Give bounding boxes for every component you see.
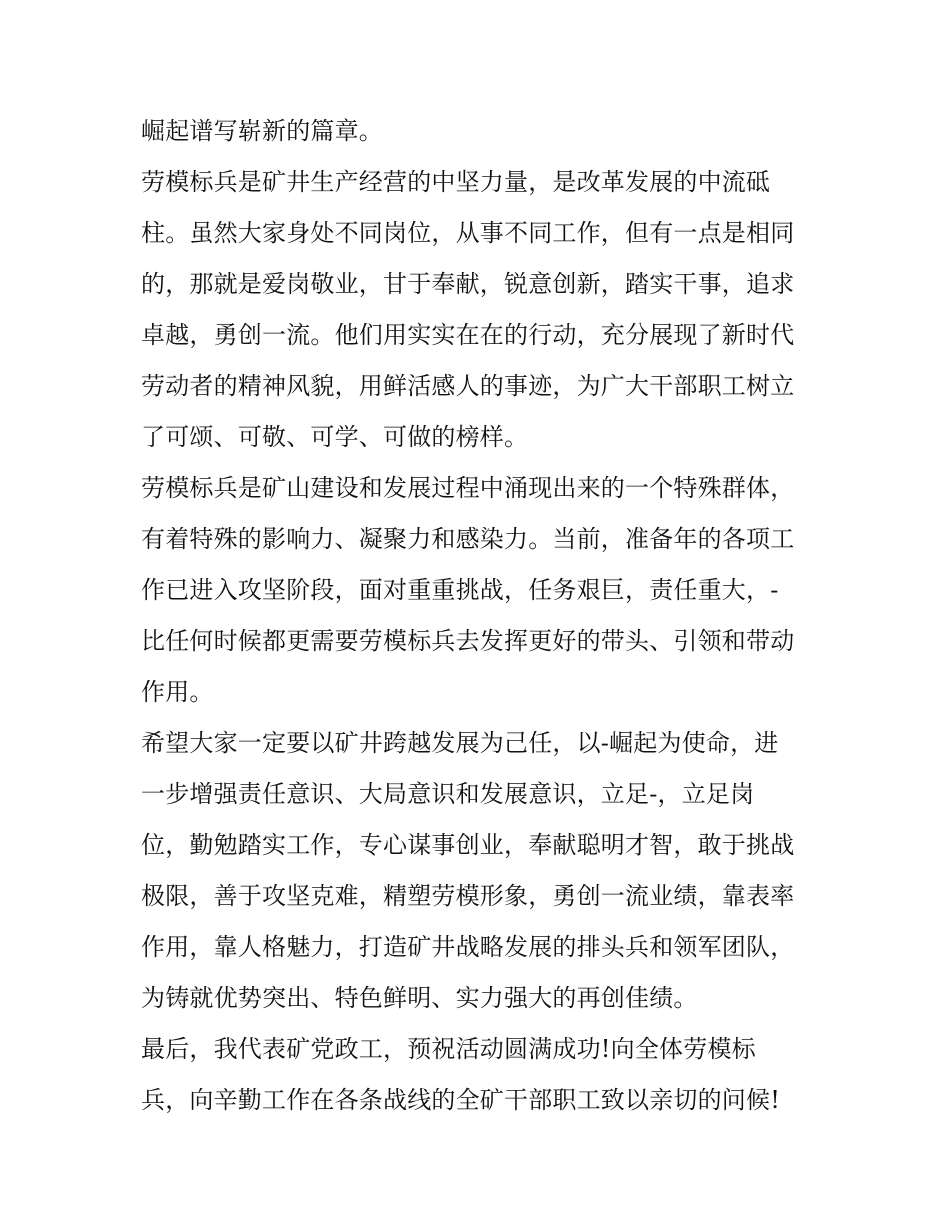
text-line: 最后，我代表矿党政工，预祝活动圆满成功!向全体劳模标: [141, 1035, 756, 1063]
text-line: 极限，善于攻坚克难，精塑劳模形象，勇创一流业绩，靠表率: [141, 882, 795, 910]
text-line: 作已进入攻坚阶段，面对重重挑战，任务艰巨，责任重大，-: [141, 576, 779, 604]
text-line: 了可颂、可敬、可学、可做的榜样。: [141, 423, 529, 451]
text-line: 比任何时候都更需要劳模标兵去发挥更好的带头、引领和带动: [141, 627, 795, 655]
text-line: 作用，靠人格魅力，打造矿井战略发展的排头兵和领军团队，: [141, 933, 795, 961]
text-line: 希望大家一定要以矿井跨越发展为己任，以-崛起为使命，进: [141, 729, 779, 757]
text-line: 有着特殊的影响力、凝聚力和感染力。当前，准备年的各项工: [141, 525, 795, 553]
text-line: 一步增强责任意识、大局意识和发展意识，立足-，立足岗: [141, 780, 755, 808]
text-line: 柱。虽然大家身处不同岗位，从事不同工作，但有一点是相同: [141, 219, 795, 247]
text-line: 作用。: [141, 678, 214, 706]
text-line: 劳模标兵是矿山建设和发展过程中涌现出来的一个特殊群体，: [141, 474, 795, 502]
text-line: 劳动者的精神风貌，用鲜活感人的事迹，为广大干部职工树立: [141, 372, 795, 400]
text-line: 的，那就是爱岗敬业，甘于奉献，锐意创新，踏实干事，追求: [141, 270, 795, 298]
text-line: 为铸就优势突出、特色鲜明、实力强大的再创佳绩。: [141, 984, 698, 1012]
text-line: 崛起谱写崭新的篇章。: [141, 117, 383, 145]
text-line: 兵，向辛勤工作在各条战线的全矿干部职工致以亲切的问候!: [141, 1086, 781, 1114]
document-body: [141, 106, 821, 1126]
text-line: 卓越，勇创一流。他们用实实在在的行动，充分展现了新时代: [141, 321, 795, 349]
text-line: 位，勤勉踏实工作，专心谋事创业，奉献聪明才智，敢于挑战: [141, 831, 795, 859]
text-line: 劳模标兵是矿井生产经营的中坚力量，是改革发展的中流砥: [141, 168, 771, 196]
